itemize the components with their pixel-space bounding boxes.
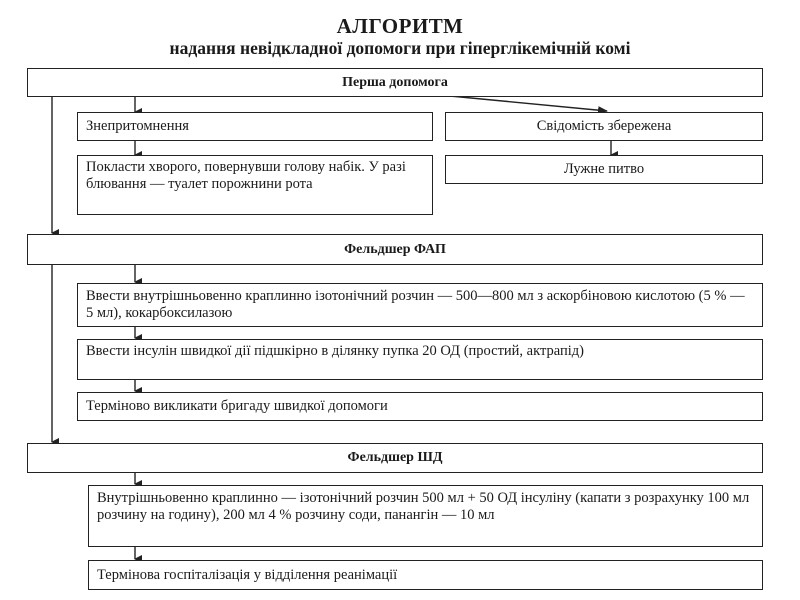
step-position-patient: Покласти хворого, повернувши голову набік. У разі блювання — туалет порожнини рота [77,155,433,215]
step-conscious: Свідомість збережена [445,112,763,141]
section-header-ambulance-paramedic: Фельдшер ШД [27,443,763,473]
diagram-title: АЛГОРИТМ [336,14,464,38]
step-call-ambulance: Терміново викликати бригаду швидкої допомоги [77,392,763,421]
step-unconscious: Знепритомнення [77,112,433,141]
step-alkaline-drink: Лужне питво [445,155,763,184]
section-header-fap-paramedic: Фельдшер ФАП [27,234,763,265]
step-insulin-injection: Ввести інсулін швидкої дії підшкірно в ділянку пупка 20 ОД (простий, актрапід) [77,339,763,380]
step-iv-insulin-soda: Внутрішньовенно краплинно — ізотонічний розчин 500 мл + 50 ОД інсуліну (капати з розрахунку 100 мл розчину на годину), 200 мл 4 % розчину соди, панангін — 10 мл [88,485,763,547]
step-hospitalization: Термінова госпіталізація у відділення реанімації [88,560,763,590]
step-iv-isotonic: Ввести внутрішньовенно краплинно ізотонічний розчин — 500—800 мл з аскорбіновою кислотою (5 % — 5 мл), кокарбоксилазою [77,283,763,327]
section-header-first-aid: Перша допомога [27,68,763,97]
diagram-subtitle: надання невідкладної допомоги при гіперглікемічній комі [169,38,631,58]
